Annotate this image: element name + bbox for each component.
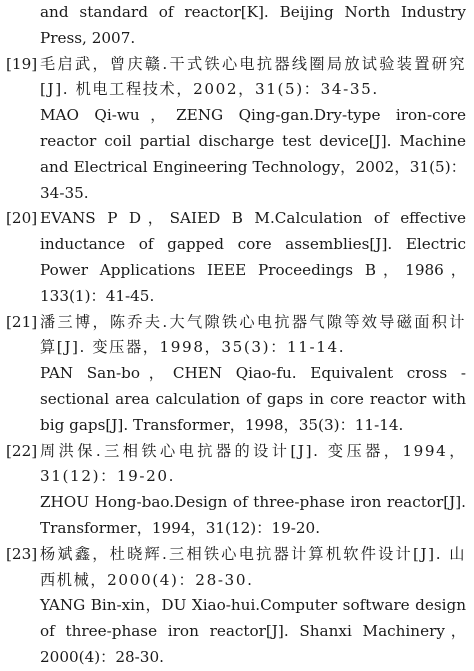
reference-20 xyxy=(6,206,466,309)
reference-continuation xyxy=(40,0,466,52)
reference-23 xyxy=(6,542,466,671)
reference-number: [22] xyxy=(6,441,38,460)
reference-19 xyxy=(6,52,466,207)
reference-english-text: YANG Bin-xin，DU Xiao-hui.Computer software design of three-phase iron reactor[J]. Shanxi Machinery，2000(4)：28-30. xyxy=(40,596,466,666)
reference-number: [23] xyxy=(6,544,38,563)
reference-english-text: PAN San-bo，CHEN Qiao-fu. Equivalent cross - sectional area calculation of gaps in core reactor with big gaps[J]. Transformer，1998，35(3)：11-14. xyxy=(40,364,466,434)
reference-continuation-text: and standard of reactor[K]. Beijing North Industry Press, 2007. xyxy=(40,3,466,47)
reference-21 xyxy=(6,310,466,439)
reference-number: [19] xyxy=(6,54,38,73)
reference-chinese-text: 周洪保.三相铁心电抗器的设计[J]. 变压器，1994，31(12)：19-20. xyxy=(40,441,466,486)
reference-chinese-text: 潘三博，陈乔夫.大气隙铁心电抗器气隙等效导磁面积计算[J]. 变压器，1998，35(3)：11-14. xyxy=(40,312,466,357)
reference-number: [20] xyxy=(6,209,38,228)
reference-english-text: EVANS P D，SAIED B M.Calculation of effective inductance of gapped core assemblies[J]. Electric Power Applications IEEE Proceedings B，1986，133(1)：41-45. xyxy=(40,209,466,305)
reference-english-text: MAO Qi-wu，ZENG Qing-gan.Dry-type iron-core reactor coil partial discharge test device[J]. Machine and Electrical Engineering Technology，2002，31(5)：34-35. xyxy=(40,106,466,202)
reference-list xyxy=(6,0,466,671)
reference-22 xyxy=(6,439,466,542)
reference-chinese-text: 杨斌鑫，杜晓辉.三相铁心电抗器计算机软件设计[J]. 山西机械，2000(4)：28-30. xyxy=(40,544,466,589)
reference-number: [21] xyxy=(6,312,38,331)
reference-chinese-text: 毛启武，曾庆赣.干式铁心电抗器线圈局放试验装置研究[J]. 机电工程技术，2002，31(5)：34-35. xyxy=(40,54,466,99)
reference-english-text: ZHOU Hong-bao.Design of three-phase iron reactor[J]. Transformer，1994，31(12)：19-20. xyxy=(40,493,466,537)
